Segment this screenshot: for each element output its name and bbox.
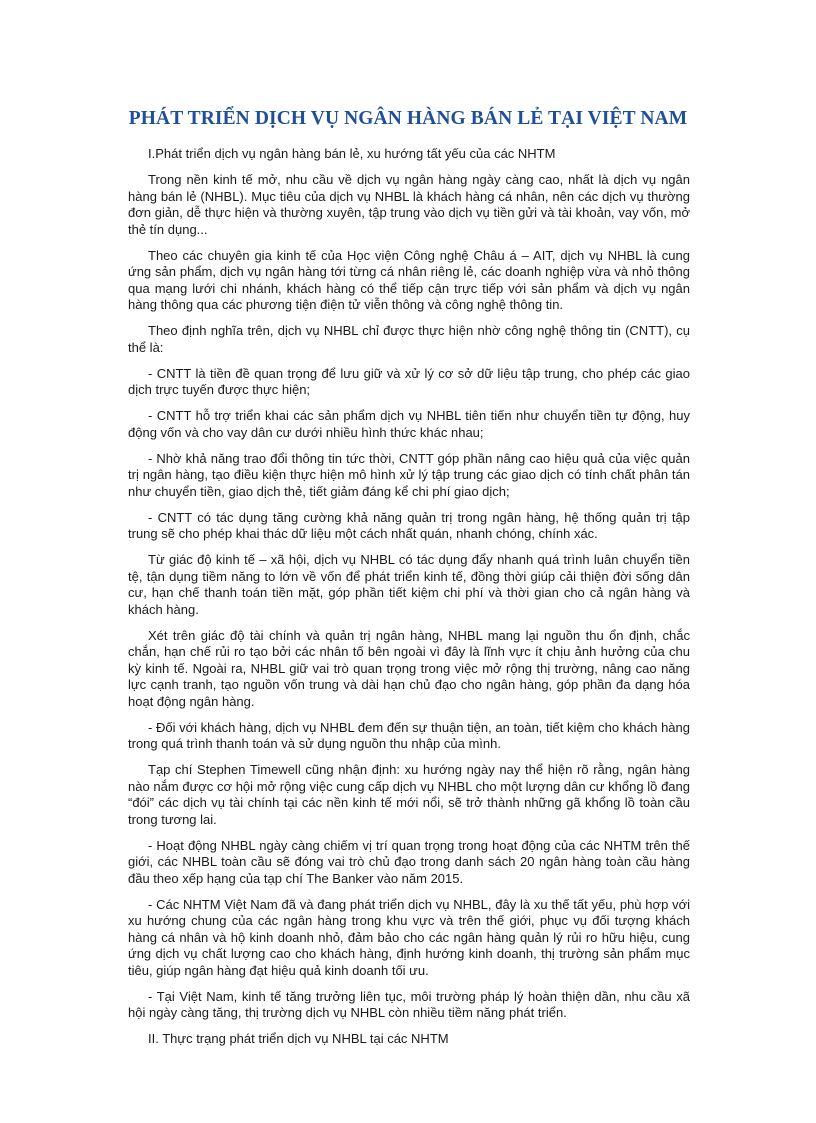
bullet-paragraph: - CNTT hỗ trợ triển khai các sản phẩm dịch vụ NHBL tiên tiến như chuyển tiền tự động, huy động vốn và cho vay dân cư dưới nhiều hình thức khác nhau; <box>128 408 690 440</box>
paragraph: Xét trên giác độ tài chính và quản trị ngân hàng, NHBL mang lại nguồn thu ổn định, chắc chắn, hạn chế rủi ro tạo bởi các nhân tố bên ngoài vì đây là lĩnh vực ít chịu ảnh hưởng của chu kỳ kinh tế. Ngoài ra, NHBL giữ vai trò quan trọng trong việc mở rộng thị trường, nâng cao năng lực cạnh tranh, tạo nguồn vốn trung và dài hạn chủ đạo cho ngân hàng, góp phần đa dạng hóa hoạt động ngân hàng. <box>128 627 690 709</box>
paragraph: Trong nền kinh tế mở, nhu cầu về dịch vụ ngân hàng ngày càng cao, nhất là dịch vụ ngân hàng bán lẻ (NHBL). Mục tiêu của dịch vụ NHBL là khách hàng cá nhân, nên các dịch vụ thường đơn giản, dễ thực hiện và thường xuyên, tập trung vào dịch vụ tiền gửi và tài khoản, vay vốn, mở thẻ tín dụng... <box>128 172 690 237</box>
section-heading-2: II. Thực trạng phát triển dịch vụ NHBL tại các NHTM <box>148 1031 449 1046</box>
bullet-paragraph: - Hoạt động NHBL ngày càng chiếm vị trí quan trọng trong hoạt động của các NHTM trên thế giới, các NHBL toàn cầu sẽ đóng vai trò chủ đạo trong danh sách 20 ngân hàng toàn cầu hàng đầu theo xếp hạng của tạp chí The Banker vào năm 2015. <box>128 837 690 886</box>
bullet-paragraph: - Các NHTM Việt Nam đã và đang phát triển dịch vụ NHBL, đây là xu thế tất yếu, phù hợp với xu hướng chung của các ngân hàng trong khu vực và trên thế giới, phục vụ đối tượng khách hàng cá nhân và hộ kinh doanh nhỏ, đảm bảo cho các ngân hàng quản lý rủi ro hữu hiệu, cung ứng dịch vụ chất lượng cao cho khách hàng, định hướng kinh doanh, thị trường sản phẩm mục tiêu, giúp ngân hàng đạt hiệu quả kinh doanh tối ưu. <box>128 896 690 978</box>
document-body <box>128 146 690 1057</box>
section-heading-1: I.Phát triển dịch vụ ngân hàng bán lẻ, xu hướng tất yếu của các NHTM <box>148 146 556 161</box>
document-title: PHÁT TRIỂN DỊCH VỤ NGÂN HÀNG BÁN LẺ TẠI VIỆT NAM <box>128 108 688 129</box>
paragraph: Theo định nghĩa trên, dịch vụ NHBL chỉ được thực hiện nhờ công nghệ thông tin (CNTT), cụ thể là: <box>128 323 690 355</box>
paragraph: Tạp chí Stephen Timewell cũng nhận định: xu hướng ngày nay thể hiện rõ rằng, ngân hàng nào nắm được cơ hội mở rộng việc cung cấp dịch vụ NHBL cho một lượng dân cư khổng lồ đang “đói” các dịch vụ tài chính tại các nền kinh tế mới nổi, sẽ trở thành những gã khổng lồ toàn cầu trong tương lai. <box>128 762 690 827</box>
bullet-paragraph: - CNTT có tác dụng tăng cường khả năng quản trị trong ngân hàng, hệ thống quản trị tập trung sẽ cho phép khai thác dữ liệu một cách nhất quán, nhanh chóng, chính xác. <box>128 509 690 541</box>
bullet-paragraph: - Tại Việt Nam, kinh tế tăng trưởng liên tục, môi trường pháp lý hoàn thiện dần, nhu cầu xã hội ngày càng tăng, thị trường dịch vụ NHBL còn nhiều tiềm năng phát triển. <box>128 988 690 1020</box>
bullet-paragraph: - CNTT là tiền đề quan trọng để lưu giữ và xử lý cơ sở dữ liệu tập trung, cho phép các giao dịch trực tuyến được thực hiện; <box>128 365 690 397</box>
paragraph: Theo các chuyên gia kinh tế của Học viện Công nghệ Châu á – AIT, dịch vụ NHBL là cung ứng sản phẩm, dịch vụ ngân hàng tới từng cá nhân riêng lẻ, các doanh nghiệp vừa và nhỏ thông qua mạng lưới chi nhánh, khách hàng có thể tiếp cận trực tiếp với sản phẩm và dịch vụ ngân hàng thông qua các phương tiện điện tử viễn thông và công nghệ thông tin. <box>128 247 690 312</box>
bullet-paragraph: - Nhờ khả năng trao đổi thông tin tức thời, CNTT góp phần nâng cao hiệu quả của việc quản trị ngân hàng, tạo điều kiện thực hiện mô hình xử lý tập trung các giao dịch có tính chất phân tán như chuyển tiền, giao dịch thẻ, tiết giảm đáng kể chi phí giao dịch; <box>128 450 690 499</box>
paragraph: Từ giác độ kinh tế – xã hội, dịch vụ NHBL có tác dụng đẩy nhanh quá trình luân chuyển tiền tệ, tận dụng tiềm năng to lớn về vốn để phát triển kinh tế, đồng thời giúp cải thiện đời sống dân cư, hạn chế thanh toán tiền mặt, góp phần tiết kiệm chi phí và thời gian cho cả ngân hàng và khách hàng. <box>128 552 690 617</box>
bullet-paragraph: - Đối với khách hàng, dịch vụ NHBL đem đến sự thuận tiện, an toàn, tiết kiệm cho khách hàng trong quá trình thanh toán và sử dụng nguồn thu nhập của mình. <box>128 719 690 751</box>
